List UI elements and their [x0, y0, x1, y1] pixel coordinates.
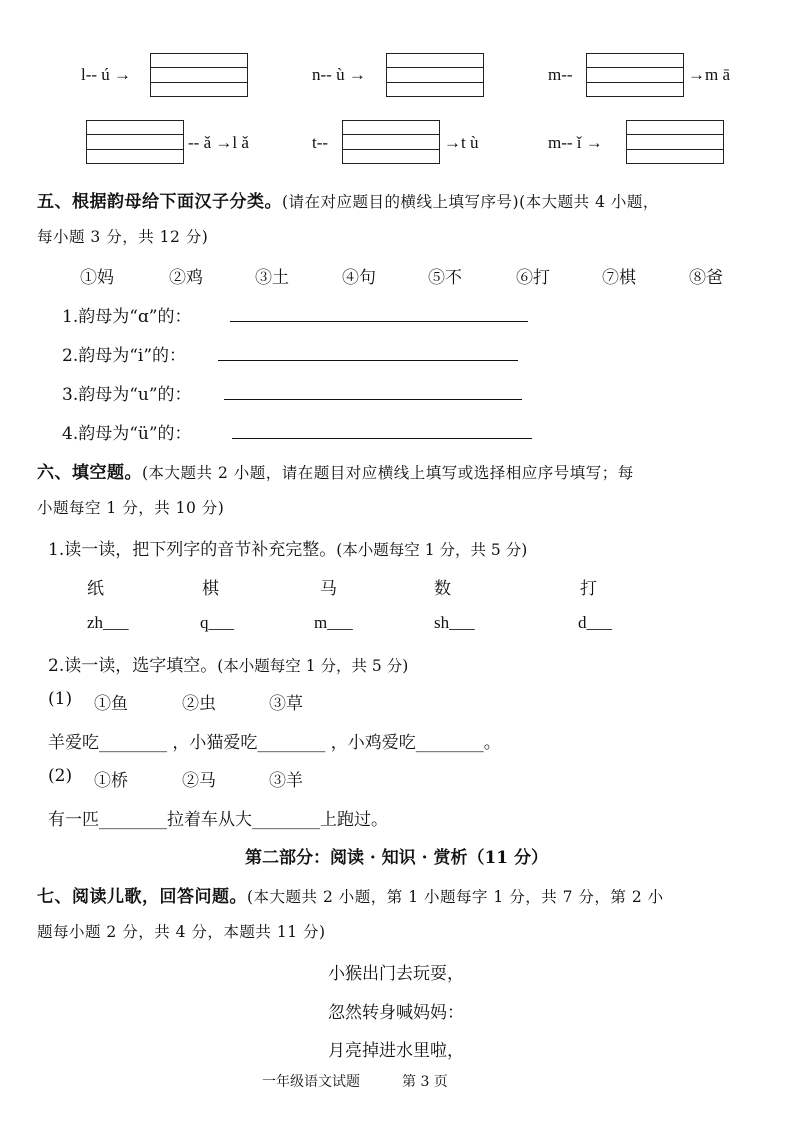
writing-grid-2[interactable]: [386, 53, 484, 97]
pinyin-item-3-right: →m ā: [688, 65, 731, 84]
s6-syllable-4[interactable]: sh___: [434, 613, 475, 632]
s6-group1-option-2: ②虫: [182, 694, 216, 714]
s6-q1-note: (本小题每空 1 分，共 5 分): [336, 541, 528, 559]
footer-page-number: 第 3 页: [402, 1074, 448, 1090]
section6-instructions-1: (本大题共 2 小题，请在题目对应横线上填写或选择相应序号填写；每: [142, 464, 634, 482]
option-8: ⑧爸: [689, 268, 723, 288]
section5-instructions-2: 每小题 3 分，共 12 分): [37, 228, 209, 246]
s5-answer-line-1[interactable]: [230, 321, 528, 322]
s6-char-5: 打: [580, 579, 597, 599]
writing-grid-4[interactable]: [86, 120, 184, 164]
writing-grid-5[interactable]: [342, 120, 440, 164]
section6-heading-line1: [37, 458, 634, 483]
s6-group1-option-1: ①鱼: [94, 694, 128, 714]
s6-q2-note: (本小题每空 1 分，共 5 分): [217, 657, 409, 675]
s6-syllable-5[interactable]: d___: [578, 613, 612, 632]
option-6: ⑥打: [516, 268, 550, 288]
s6-char-3: 马: [320, 579, 337, 599]
s6-group2-option-2: ②马: [182, 771, 216, 791]
writing-grid-1[interactable]: [150, 53, 248, 97]
s6-group2-label: (2): [48, 766, 73, 786]
s6-q1-title: 1.读一读，把下列字的音节补充完整。: [48, 540, 337, 560]
writing-grid-3[interactable]: [586, 53, 684, 97]
s6-group2-option-1: ①桥: [94, 771, 128, 791]
option-5: ⑤不: [428, 268, 462, 288]
s6-syllable-2[interactable]: q___: [200, 613, 234, 632]
option-4: ④句: [342, 268, 376, 288]
s5-answer-line-4[interactable]: [232, 438, 532, 439]
s6-sentence-1[interactable]: 羊爱吃________ ，小猫爱吃________ ，小鸡爱吃________。: [48, 733, 501, 753]
section5-heading-line1: [37, 187, 659, 212]
pinyin-item-1-left: l-- ú →: [81, 65, 132, 84]
s6-syllable-1[interactable]: zh___: [87, 613, 129, 632]
option-7: ⑦棋: [602, 268, 636, 288]
part2-heading: 第二部分：阅读 · 知识 · 赏析（11 分）: [244, 848, 549, 868]
s6-q2-title: 2.读一读，选字填空。: [48, 656, 218, 676]
s6-syllable-3[interactable]: m___: [314, 613, 353, 632]
pinyin-item-5-left: t--: [312, 133, 329, 152]
s5-answer-line-2[interactable]: [218, 360, 518, 361]
s6-char-4: 数: [434, 579, 451, 599]
pinyin-item-3-left: m--: [548, 65, 573, 84]
s6-char-2: 棋: [202, 579, 219, 599]
pinyin-item-2-left: n-- ù →: [312, 65, 366, 84]
s5-question-1: 1.韵母为“ɑ”的：: [62, 307, 192, 327]
s6-group1-label: (1): [48, 689, 73, 709]
section6-instructions-2: 小题每空 1 分，共 10 分): [37, 499, 225, 517]
poem-line-2: 忽然转身喊妈妈：: [328, 1003, 464, 1023]
pinyin-item-4-right: -- ǎ →l ǎ: [188, 133, 249, 152]
writing-grid-6[interactable]: [626, 120, 724, 164]
s6-q1-heading: [48, 535, 527, 560]
s5-question-3: 3.韵母为“u”的：: [62, 385, 192, 405]
s6-sentence-2[interactable]: 有一匹________拉着车从大________上跑过。: [48, 810, 388, 830]
option-2: ②鸡: [169, 268, 203, 288]
pinyin-item-6-left: m-- ǐ →: [548, 133, 603, 152]
section7-instructions-2: 题每小题 2 分，共 4 分，本题共 11 分): [37, 923, 326, 941]
section5-title: 五、根据韵母给下面汉子分类。: [37, 192, 282, 212]
option-3: ③土: [255, 268, 289, 288]
section5-instructions-1: (请在对应题目的横线上填写序号)(本大题共 4 小题，: [282, 193, 659, 211]
section7-title: 七、阅读儿歌，回答问题。: [37, 887, 247, 907]
section7-instructions-1: (本大题共 2 小题，第 1 小题每字 1 分，共 7 分，第 2 小: [247, 888, 664, 906]
poem-line-1: 小猴出门去玩耍，: [328, 964, 464, 984]
s5-answer-line-3[interactable]: [224, 399, 522, 400]
s6-group1-option-3: ③草: [269, 694, 303, 714]
s5-question-4: 4.韵母为“ü”的：: [62, 424, 192, 444]
option-1: ①妈: [80, 268, 114, 288]
s6-group2-option-3: ③羊: [269, 771, 303, 791]
s6-q2-heading: [48, 651, 408, 676]
s5-question-2: 2.韵母为“i”的：: [62, 346, 187, 366]
pinyin-item-5-right: →t ù: [444, 133, 479, 152]
section7-heading-line1: [37, 882, 664, 907]
poem-line-3: 月亮掉进水里啦，: [328, 1041, 464, 1061]
s6-char-1: 纸: [87, 579, 104, 599]
section6-title: 六、填空题。: [37, 463, 142, 483]
footer-subject: 一年级语文试题: [262, 1074, 360, 1090]
